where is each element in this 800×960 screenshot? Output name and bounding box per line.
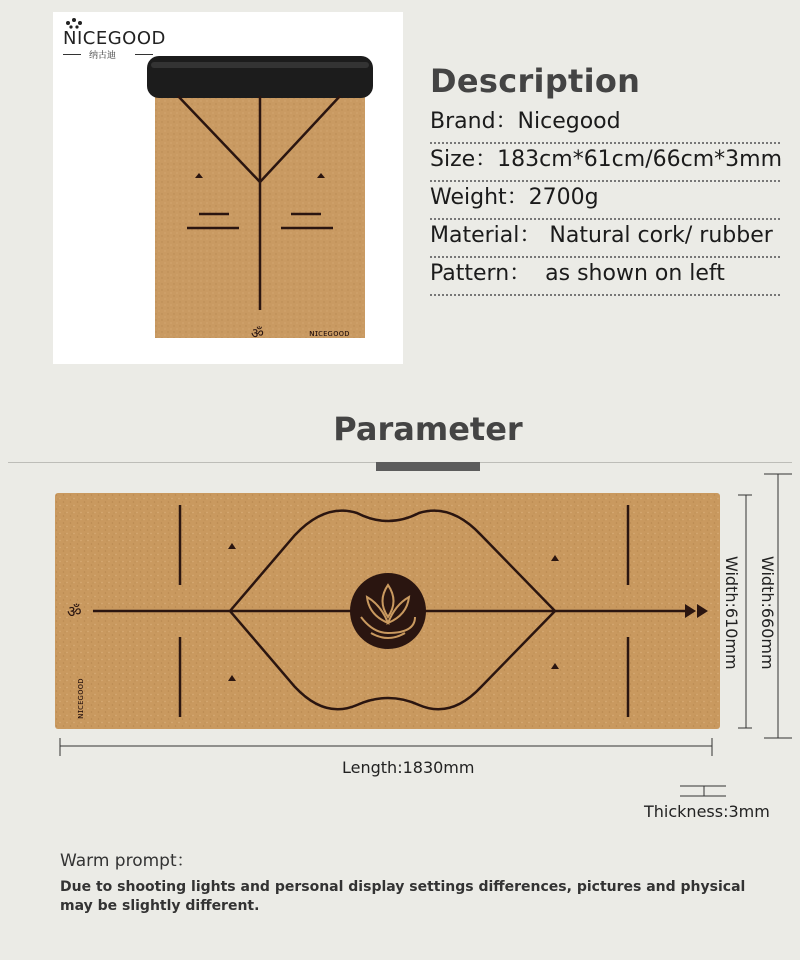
logo-rule-left xyxy=(63,54,81,55)
om-symbol-icon: ॐ xyxy=(67,602,82,621)
rolled-mat-image xyxy=(143,54,375,344)
spec-value: 183cm*61cm/66cm*3mm xyxy=(497,147,783,172)
logo-chinese: 纳古迪 xyxy=(89,51,117,61)
logo-wordmark: NICEGOOD xyxy=(63,28,166,49)
spec-label: Brand： xyxy=(430,109,518,134)
width-outer-label: Width:660mm xyxy=(758,556,777,670)
spec-label: Size： xyxy=(430,147,498,172)
spec-value: Nicegood xyxy=(517,109,621,134)
mat-brand-print: ɴɪᴄᴇɢᴏᴏᴅ xyxy=(76,678,86,719)
spec-value: 2700g xyxy=(528,185,599,210)
length-label: Length:1830mm xyxy=(342,758,475,777)
spec-row-weight xyxy=(430,180,780,220)
spec-row-pattern xyxy=(430,256,780,296)
mat-brand-print: ɴɪᴄᴇɢᴏᴏᴅ xyxy=(309,329,350,339)
notice-title: Warm prompt： xyxy=(60,851,194,871)
notice-body: Due to shooting lights and personal display settings differences, pictures and physical may be slightly different. xyxy=(60,879,746,914)
spec-row-size xyxy=(430,142,783,182)
spec-label: Weight： xyxy=(430,185,529,210)
dimension-lines xyxy=(0,460,800,840)
description-title: Description xyxy=(430,62,641,100)
om-symbol-icon: ॐ xyxy=(251,326,264,342)
spec-value: Natural cork/ rubber xyxy=(549,223,773,248)
spec-label: Material： xyxy=(430,223,542,248)
thickness-label: Thickness:3mm xyxy=(644,802,770,821)
product-image-card xyxy=(53,12,403,364)
spec-row-brand xyxy=(430,104,780,144)
spec-row-material xyxy=(430,218,780,258)
spec-value: as shown on left xyxy=(545,261,725,286)
spec-label: Pattern： xyxy=(430,261,532,286)
width-inner-label: Width:610mm xyxy=(722,556,741,670)
parameter-title: Parameter xyxy=(333,410,523,448)
